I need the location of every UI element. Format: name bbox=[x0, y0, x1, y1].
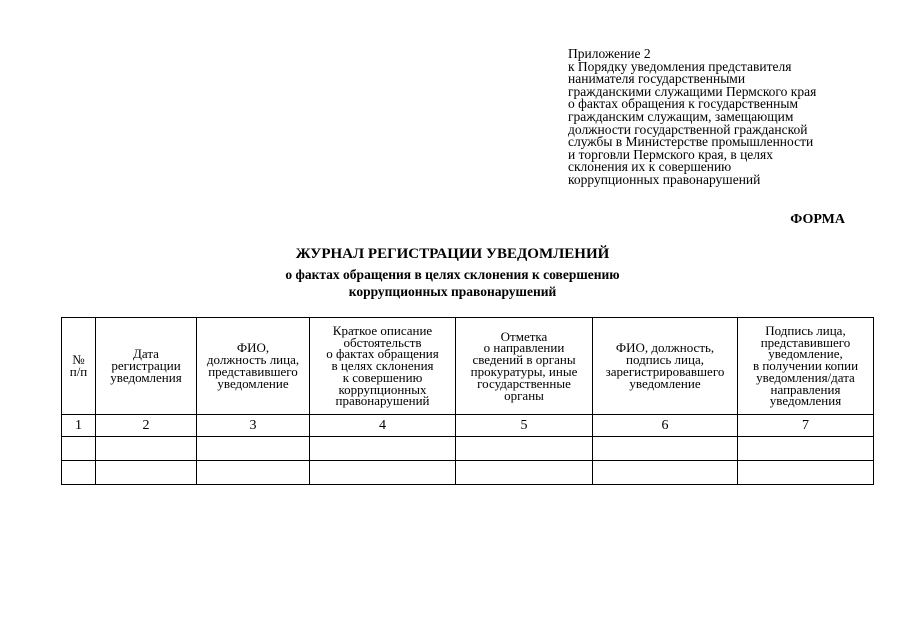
empty-cell bbox=[593, 437, 738, 461]
header-cell-date: Дата регистрации уведомления bbox=[96, 318, 197, 415]
empty-cell bbox=[197, 461, 310, 485]
empty-cell bbox=[310, 461, 456, 485]
column-number-cell: 7 bbox=[738, 415, 874, 437]
table-column-numbers-row bbox=[62, 415, 874, 437]
table-row bbox=[62, 437, 874, 461]
column-number-cell: 1 bbox=[62, 415, 96, 437]
empty-cell bbox=[593, 461, 738, 485]
column-number-cell: 5 bbox=[456, 415, 593, 437]
header-cell-registrar: ФИО, должность, подпись лица, зарегистрировавшего уведомление bbox=[593, 318, 738, 415]
journal-subtitle: о фактах обращения в целях склонения к совершению коррупционных правонарушений bbox=[285, 267, 620, 299]
empty-cell bbox=[310, 437, 456, 461]
empty-cell bbox=[738, 437, 874, 461]
column-number-cell: 4 bbox=[310, 415, 456, 437]
column-number-cell: 2 bbox=[96, 415, 197, 437]
empty-cell bbox=[456, 461, 593, 485]
empty-cell bbox=[197, 437, 310, 461]
header-cell-receipt-signature: Подпись лица, представившего уведомление, в получении копии уведомления/дата направления уведомления bbox=[738, 318, 874, 415]
empty-cell bbox=[62, 437, 96, 461]
form-label: ФОРМА bbox=[790, 212, 845, 227]
header-cell-submitter: ФИО, должность лица, представившего уведомление bbox=[197, 318, 310, 415]
table-header-row bbox=[62, 318, 874, 415]
table-row bbox=[62, 461, 874, 485]
header-cell-description: Краткое описание обстоятельств о фактах обращения в целях склонения к совершению коррупционных правонарушений bbox=[310, 318, 456, 415]
appendix-note: Приложение 2 к Порядку уведомления представителя нанимателя государственными гражданскими служащими Пермского края о фактах обращения к государственным гражданским служащим, замещающим должности государственной гражданской службы в Министерстве промышленности и торговли Пермского края, в целях склонения их к совершению коррупционных правонарушений bbox=[568, 46, 817, 187]
column-number-cell: 6 bbox=[593, 415, 738, 437]
header-cell-prosecution-note: Отметка о направлении сведений в органы прокуратуры, иные государственные органы bbox=[456, 318, 593, 415]
empty-cell bbox=[738, 461, 874, 485]
empty-cell bbox=[456, 437, 593, 461]
journal-title: ЖУРНАЛ РЕГИСТРАЦИИ УВЕДОМЛЕНИЙ bbox=[295, 246, 610, 262]
empty-cell bbox=[96, 461, 197, 485]
column-number-cell: 3 bbox=[197, 415, 310, 437]
empty-cell bbox=[62, 461, 96, 485]
registration-journal-table bbox=[61, 317, 874, 485]
empty-cell bbox=[96, 437, 197, 461]
header-cell-number: № п/п bbox=[62, 318, 96, 415]
